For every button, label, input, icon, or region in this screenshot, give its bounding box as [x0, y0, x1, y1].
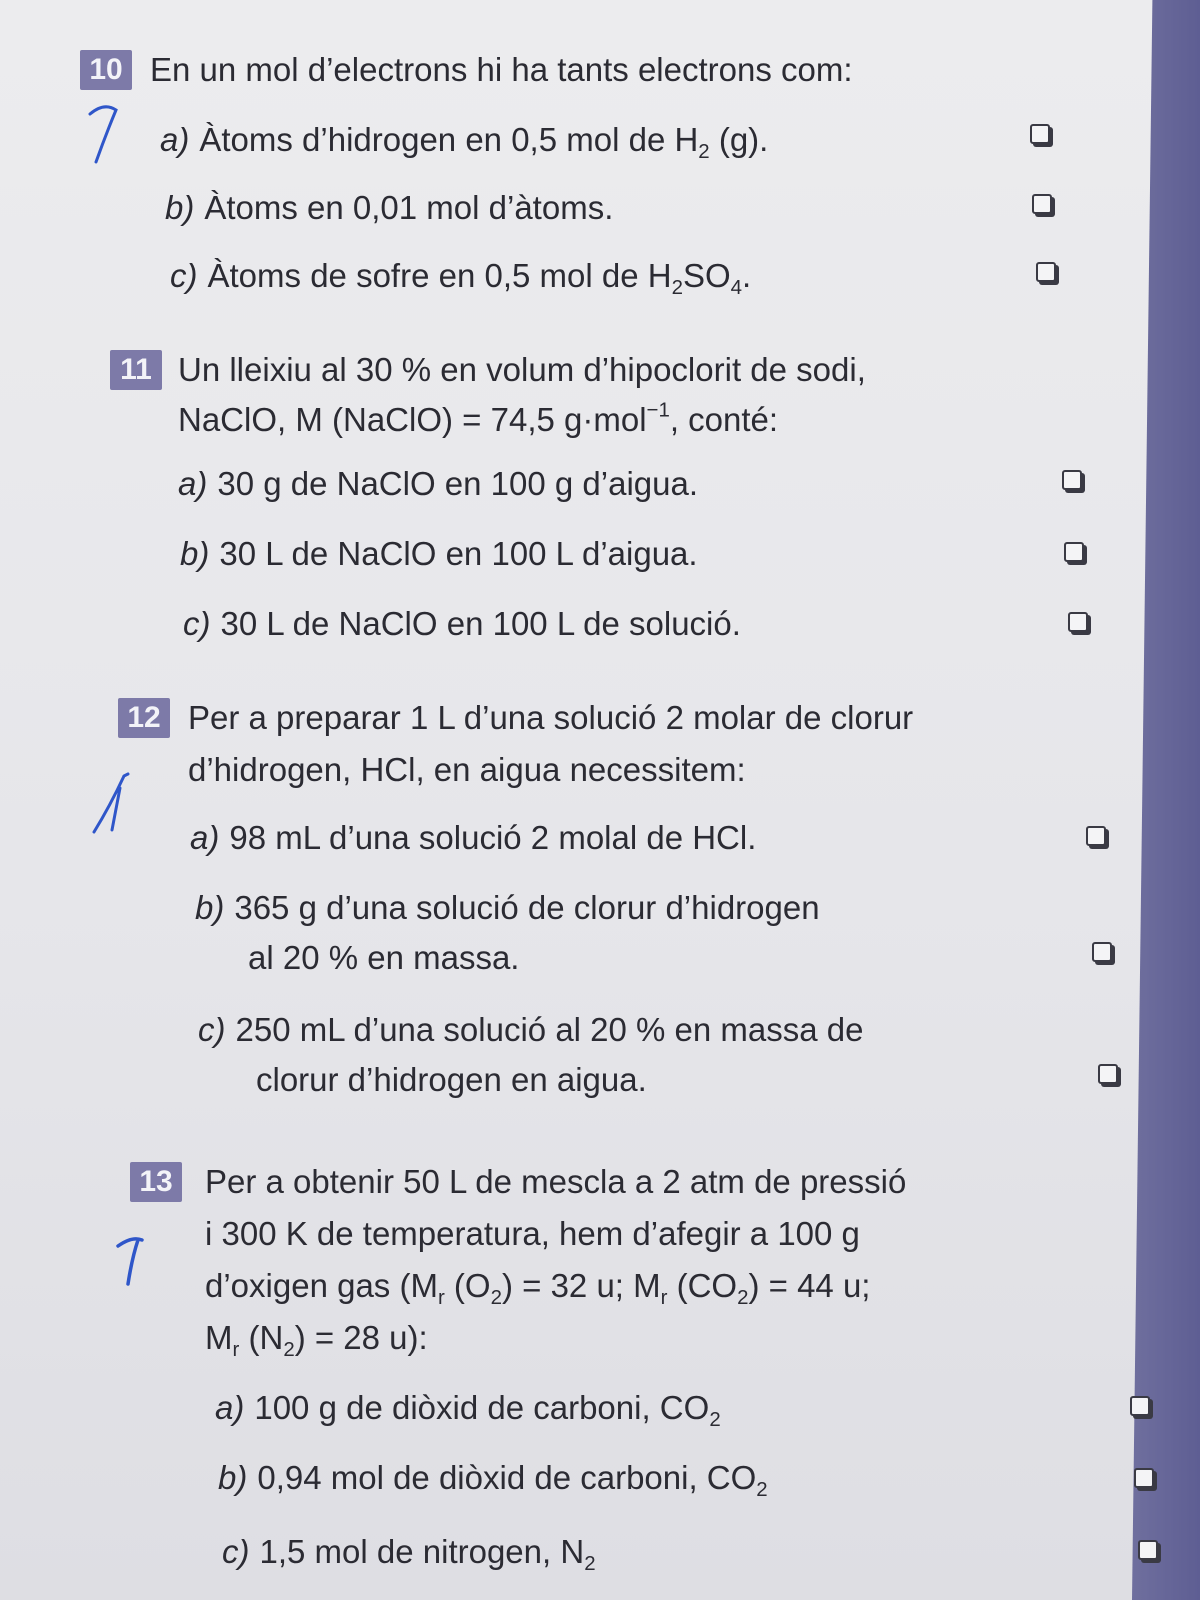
- option-b-checkbox[interactable]: [1064, 542, 1084, 562]
- question-stem-line: Un lleixiu al 30 % en volum d’hipoclorit de sodi,: [178, 351, 866, 388]
- question-number-badge: 10: [80, 50, 132, 90]
- question-stem-line: $M_r$ $(N_2) = 28$ u):: [205, 1319, 428, 1362]
- option-b: [218, 1456, 768, 1500]
- question-number-badge: 11: [110, 350, 162, 390]
- option-letter: c): [183, 605, 211, 642]
- option-text: 100 g de diòxid de carboni, $CO_2$: [254, 1389, 721, 1432]
- option-letter: a): [215, 1389, 245, 1426]
- option-a: [160, 118, 768, 162]
- option-letter: b): [165, 189, 195, 226]
- option-text: 30 g de NaClO en 100 g d’aigua.: [217, 465, 699, 502]
- option-b-checkbox[interactable]: [1092, 942, 1112, 962]
- option-a-checkbox[interactable]: [1130, 1396, 1150, 1416]
- option-letter: b): [218, 1459, 248, 1496]
- option-letter: b): [195, 889, 225, 926]
- option-a: [215, 1386, 721, 1430]
- option-c: [170, 254, 751, 298]
- question-stem-line: d’oxigen gas ($M_r$ $(O_2) = 32$ u; $M_r$ $(CO_2) = 44$ u;: [205, 1267, 871, 1310]
- question-stem-line: i 300 K de temperatura, hem d’afegir a 100 g: [205, 1215, 860, 1252]
- option-c: [198, 1008, 864, 1052]
- option-letter: a): [190, 819, 220, 856]
- question-stem-line: Per a preparar 1 L d’una solució 2 molar de clorur: [188, 699, 914, 736]
- option-b-checkbox[interactable]: [1032, 194, 1052, 214]
- question-number-badge: 12: [118, 698, 170, 738]
- question-number-badge: 13: [130, 1162, 182, 1202]
- option-c-continuation: clorur d’hidrogen en aigua.: [256, 1061, 647, 1098]
- option-c-checkbox[interactable]: [1098, 1064, 1118, 1084]
- question-stem-line: En un mol d’electrons hi ha tants electrons com:: [150, 51, 853, 88]
- option-text: 0,94 mol de diòxid de carboni, $CO_2$: [257, 1459, 768, 1502]
- option-text: 250 mL d’una solució al 20 % en massa de: [235, 1011, 864, 1048]
- option-text: 98 mL d’una solució 2 molal de HCl.: [229, 819, 757, 856]
- option-c: [183, 602, 741, 646]
- option-letter: c): [170, 257, 198, 294]
- option-text: Àtoms de sofre en 0,5 mol de $H_2SO_4$.: [207, 257, 752, 300]
- option-a: [190, 816, 756, 860]
- question-stem-line: d’hidrogen, HCl, en aigua necessitem:: [188, 751, 746, 788]
- answer-mark-q12: [90, 770, 140, 840]
- option-letter: a): [178, 465, 208, 502]
- question-stem-line: Per a obtenir 50 L de mescla a 2 atm de pressió: [205, 1163, 907, 1200]
- option-letter: c): [198, 1011, 226, 1048]
- option-c-checkbox[interactable]: [1138, 1540, 1158, 1560]
- option-b-continuation: al 20 % en massa.: [248, 939, 520, 976]
- option-text: 365 g d’una solució de clorur d’hidrogen: [234, 889, 820, 926]
- option-text: 1,5 mol de nitrogen, $N_2$: [259, 1533, 596, 1576]
- option-letter: a): [160, 121, 190, 158]
- option-a: [178, 462, 698, 506]
- option-text: Àtoms d’hidrogen en 0,5 mol de $H_2$ (g).: [199, 121, 769, 164]
- answer-mark-q10: [80, 100, 130, 170]
- option-c-checkbox[interactable]: [1068, 612, 1088, 632]
- option-a-checkbox[interactable]: [1062, 470, 1082, 490]
- answer-mark-q13: [110, 1232, 160, 1302]
- option-text: 30 L de NaClO en 100 L de solució.: [220, 605, 741, 642]
- option-letter: c): [222, 1533, 250, 1570]
- option-a-checkbox[interactable]: [1086, 826, 1106, 846]
- option-b: [180, 532, 698, 576]
- option-a-checkbox[interactable]: [1030, 124, 1050, 144]
- option-b: [195, 886, 820, 930]
- option-c: [222, 1530, 596, 1574]
- option-text: Àtoms en 0,01 mol d’àtoms.: [204, 189, 614, 226]
- option-b: [165, 186, 613, 230]
- option-c-checkbox[interactable]: [1036, 262, 1056, 282]
- option-b-checkbox[interactable]: [1134, 1468, 1154, 1488]
- option-letter: b): [180, 535, 210, 572]
- question-stem-line: NaClO, M (NaClO) = 74,5 g·mol$^{-1}$, conté:: [178, 398, 779, 438]
- option-text: 30 L de NaClO en 100 L d’aigua.: [219, 535, 698, 572]
